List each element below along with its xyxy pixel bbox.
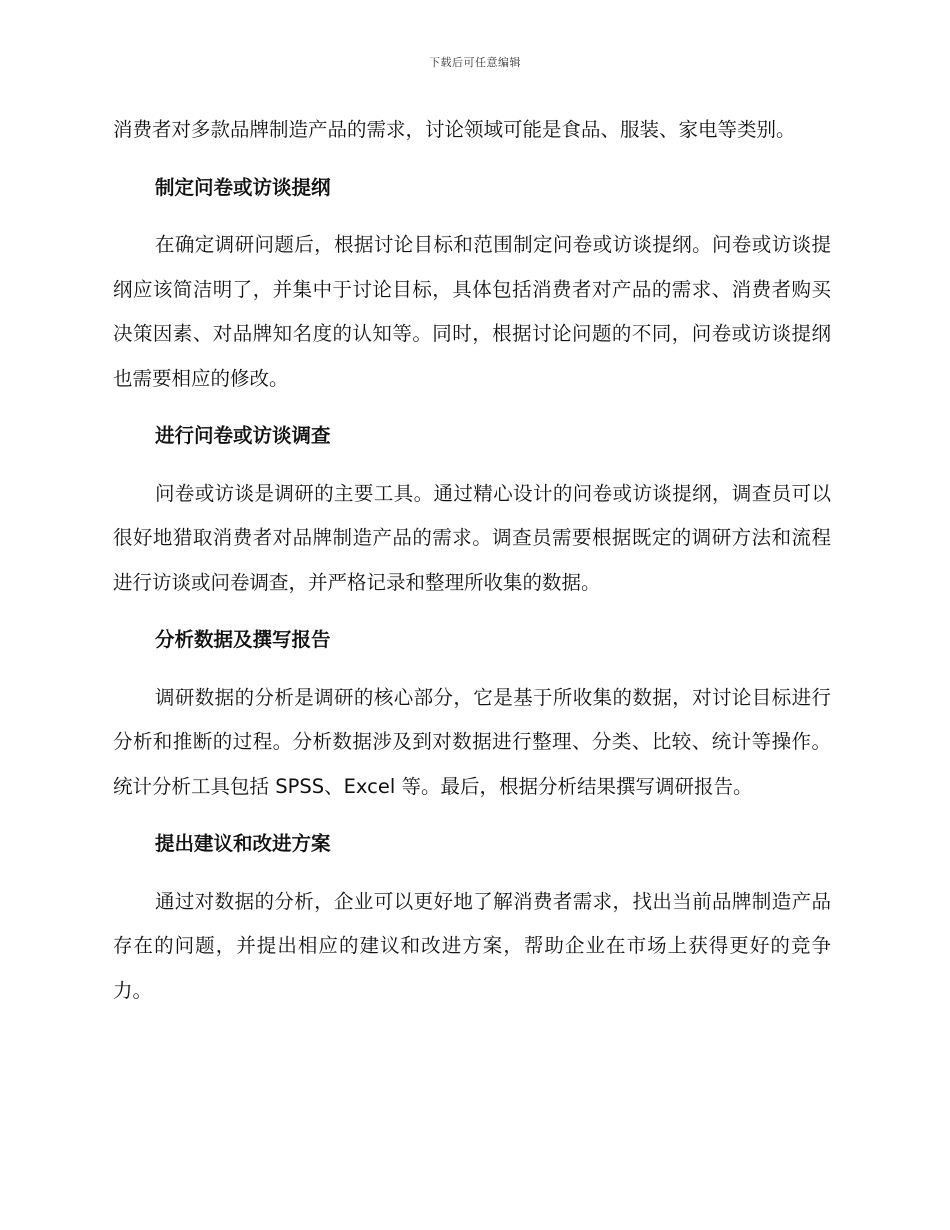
section-heading-survey: 进行问卷或访谈调查: [155, 424, 331, 447]
section-heading-suggestions: 提出建议和改进方案: [155, 832, 331, 855]
section-heading-analysis: 分析数据及撰写报告: [155, 628, 331, 651]
intro-paragraph: 消费者对多款品牌制造产品的需求，讨论领域可能是食品、服装、家电等类别。: [113, 118, 796, 141]
section-heading-questionnaire: 制定问卷或访谈提纲: [155, 175, 331, 199]
section-body-suggestions: 通过对数据的分析，企业可以更好地了解消费者需求，找出当前品牌制造产品存在的问题，并提出相应的建议和改进方案，帮助企业在市场上获得更好的竞争力。: [113, 889, 831, 1002]
section-body-analysis: 调研数据的分析是调研的核心部分，它是基于所收集的数据，对讨论目标进行分析和推断的过程。分析数据涉及到对数据进行整理、分类、比较、统计等操作。统计分析工具包括 SPSS、Excel 等。最后，根据分析结果撰写调研报告。: [113, 685, 831, 798]
page-header: 下载后可任意编辑: [429, 56, 521, 69]
document-body: [113, 108, 831, 1013]
section-body-survey: 问卷或访谈是调研的主要工具。通过精心设计的问卷或访谈提纲，调查员可以很好地猎取消费者对品牌制造产品的需求。调查员需要根据既定的调研方法和流程进行访谈或问卷调查，并严格记录和整理所收集的数据。: [113, 481, 831, 594]
section-body-questionnaire: 在确定调研问题后，根据讨论目标和范围制定问卷或访谈提纲。问卷或访谈提纲应该简洁明了，并集中于讨论目标，具体包括消费者对产品的需求、消费者购买决策因素、对品牌知名度的认知等。同时，根据讨论问题的不同，问卷或访谈提纲也需要相应的修改。: [113, 233, 831, 390]
